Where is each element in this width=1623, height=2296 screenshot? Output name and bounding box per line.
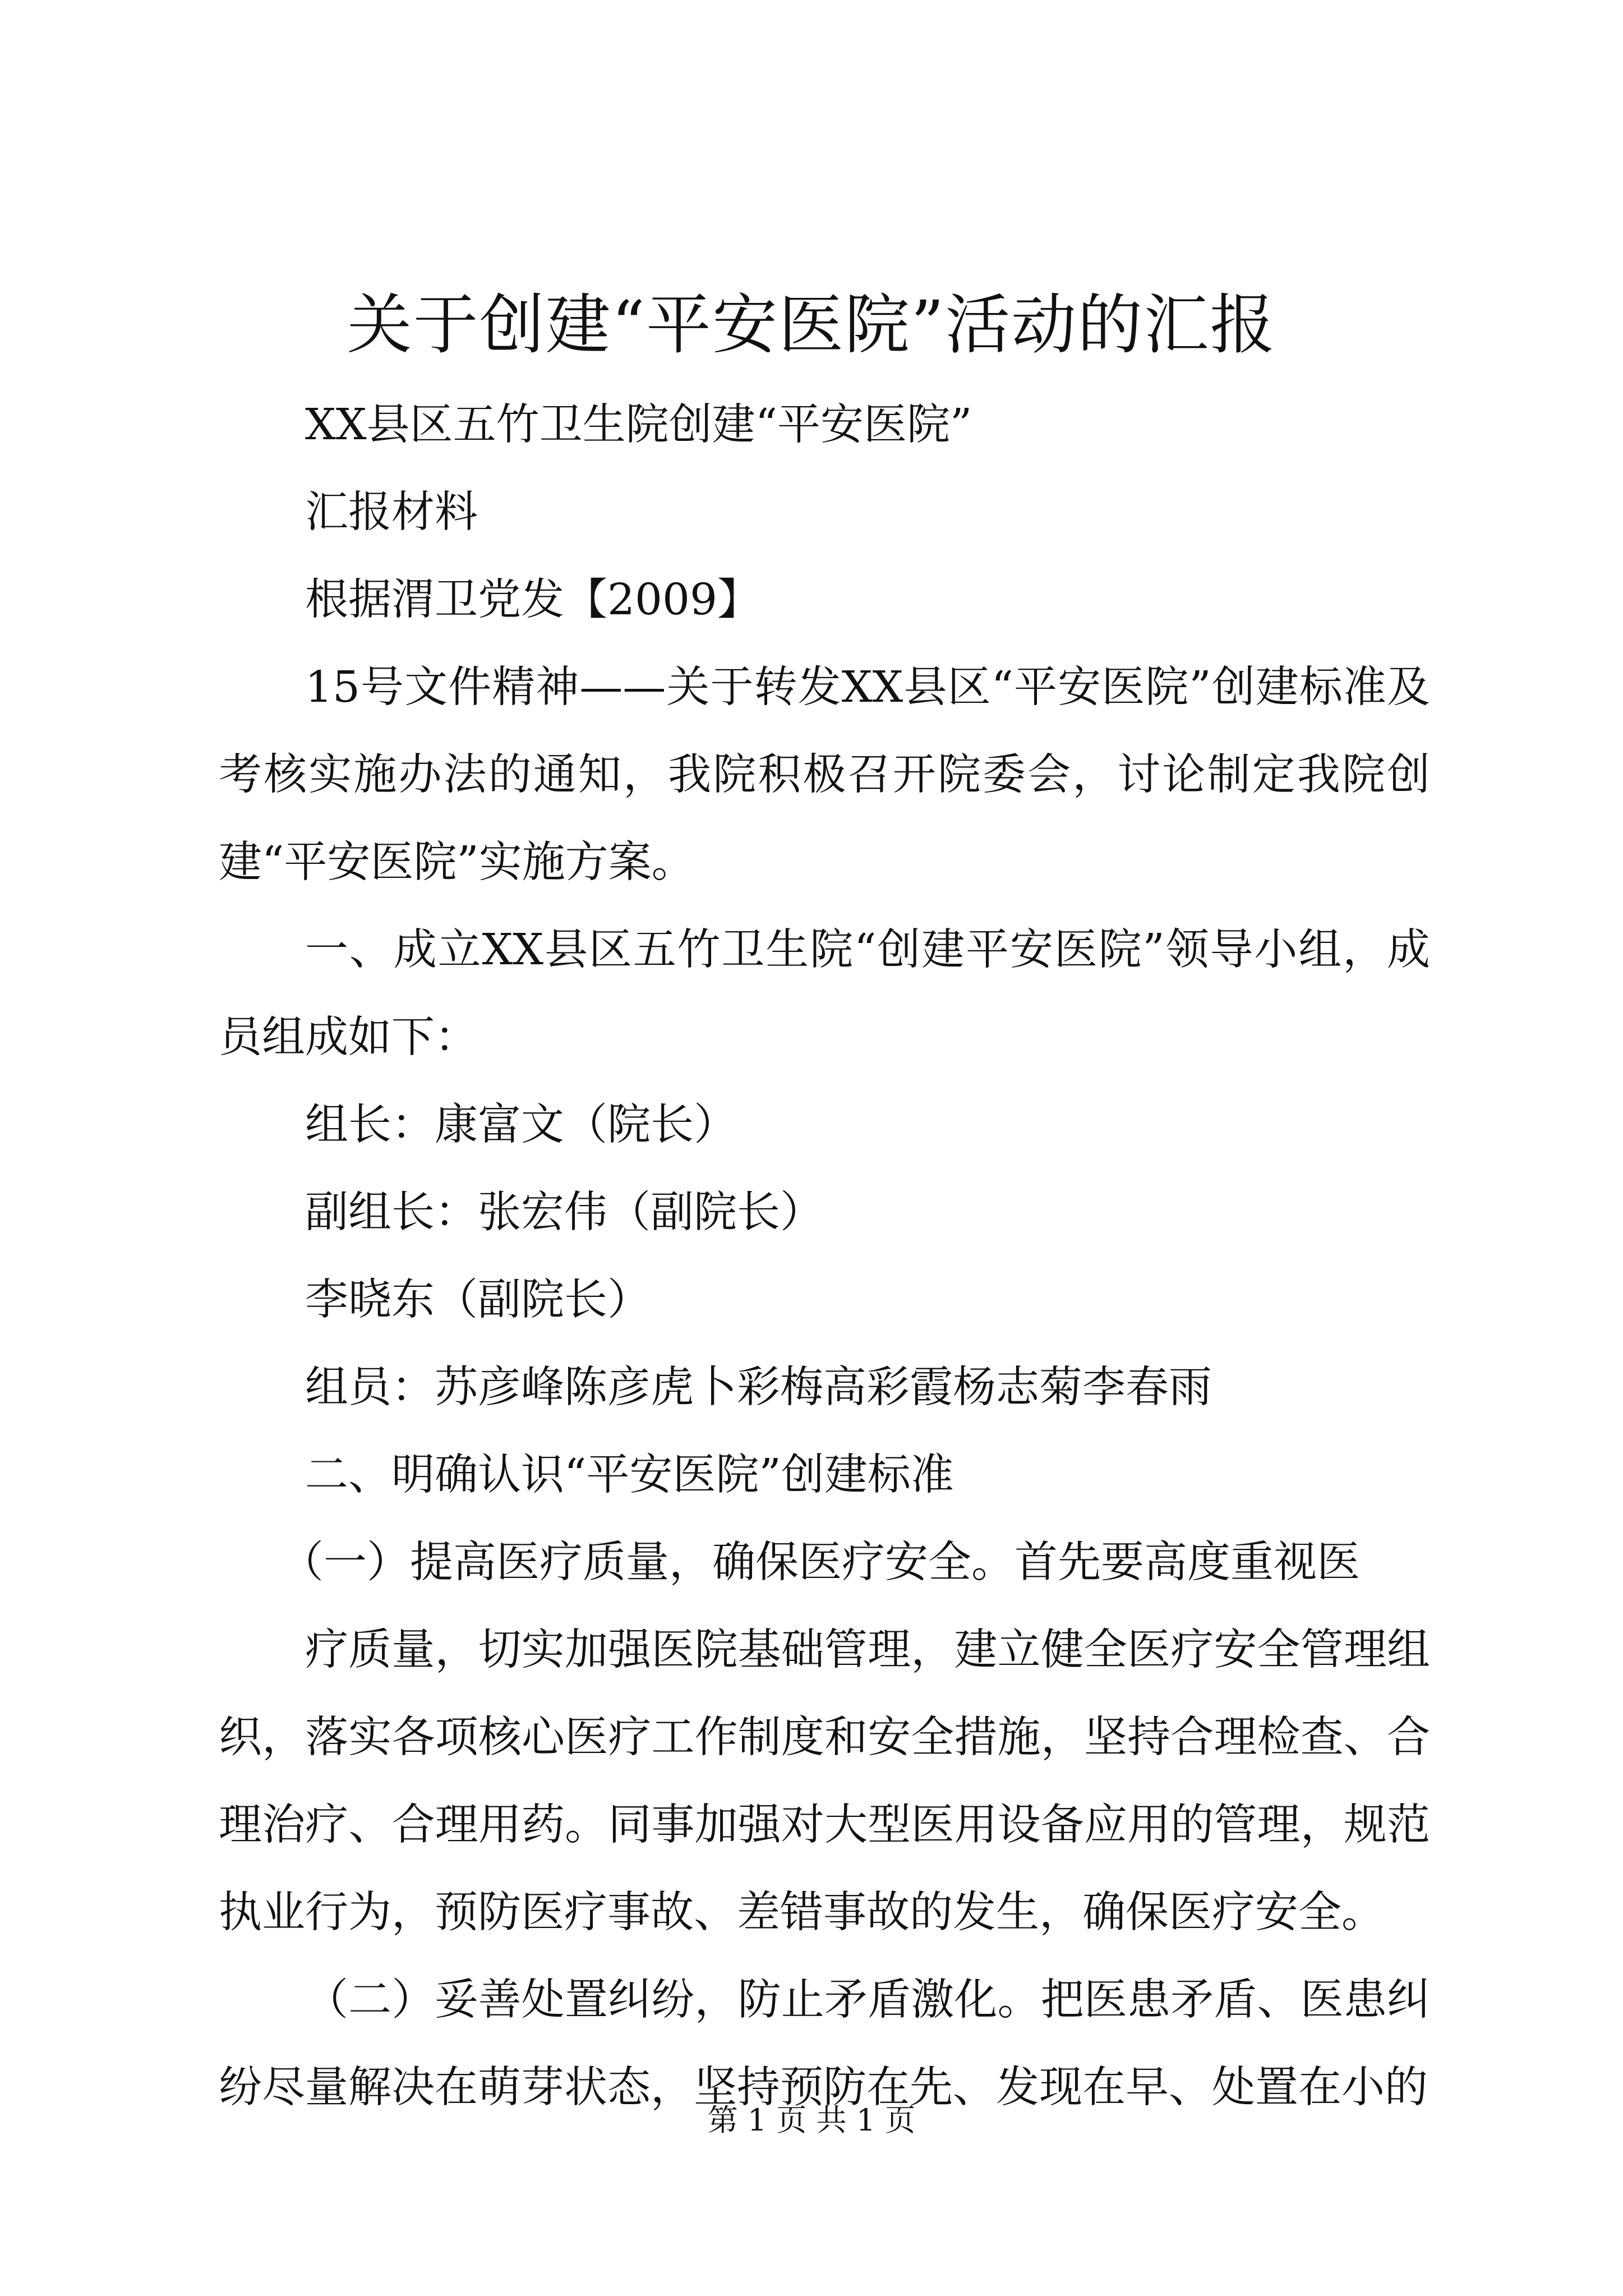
document-title: 关于创建“平安医院”活动的汇报 [347,287,1276,363]
paragraph-document-reference: 根据渭卫党发【2009】 [305,575,760,625]
paragraph-report-material: 汇报材料 [305,487,478,537]
page-footer: 第 1 页 共 1 页 [707,2102,916,2138]
paragraph-intro: 15号文件精神——关于转发XX县区“平安医院”创建标准及考核实施办法的通知，我院积极召开院委会，讨论制定我院创建“平安医院”实施方案。 [219,662,1430,887]
paragraph-item-two: （二）妥善处置纠纷，防止矛盾激化。把医患矛盾、医患纠纷尽量解决在萌芽状态，坚持预防在先、发现在早、处置在小的 [219,1975,1430,2113]
paragraph-deputy-leader: 副组长：张宏伟（副院长） [305,1188,823,1237]
paragraph-unit-name: XX县区五竹卫生院创建“平安医院” [305,400,972,450]
paragraph-group-members: 组员：苏彦峰陈彦虎卜彩梅高彩霞杨志菊李春雨 [305,1363,1212,1412]
paragraph-section-two: 二、明确认识“平安医院”创建标准 [305,1450,954,1500]
paragraph-section-one: 一、成立XX县区五竹卫生院“创建平安医院”领导小组，成员组成如下： [219,925,1430,1062]
paragraph-deputy-leader-2: 李晓东（副院长） [305,1275,651,1325]
paragraph-item-one-body: 疗质量，切实加强医院基础管理，建立健全医疗安全管理组织，落实各项核心医疗工作制度和安全措施，坚持合理检查、合理治疗、合理用药。同事加强对大型医用设备应用的管理，规范执业行为，预防医疗事故、差错事故的发生，确保医疗安全。 [219,1625,1430,1938]
paragraph-group-leader: 组长：康富文（院长） [305,1100,737,1150]
paragraph-item-one-heading: （一）提高医疗质量，确保医疗安全。首先要高度重视医 [280,1538,1360,1588]
document-body [219,381,1430,2132]
